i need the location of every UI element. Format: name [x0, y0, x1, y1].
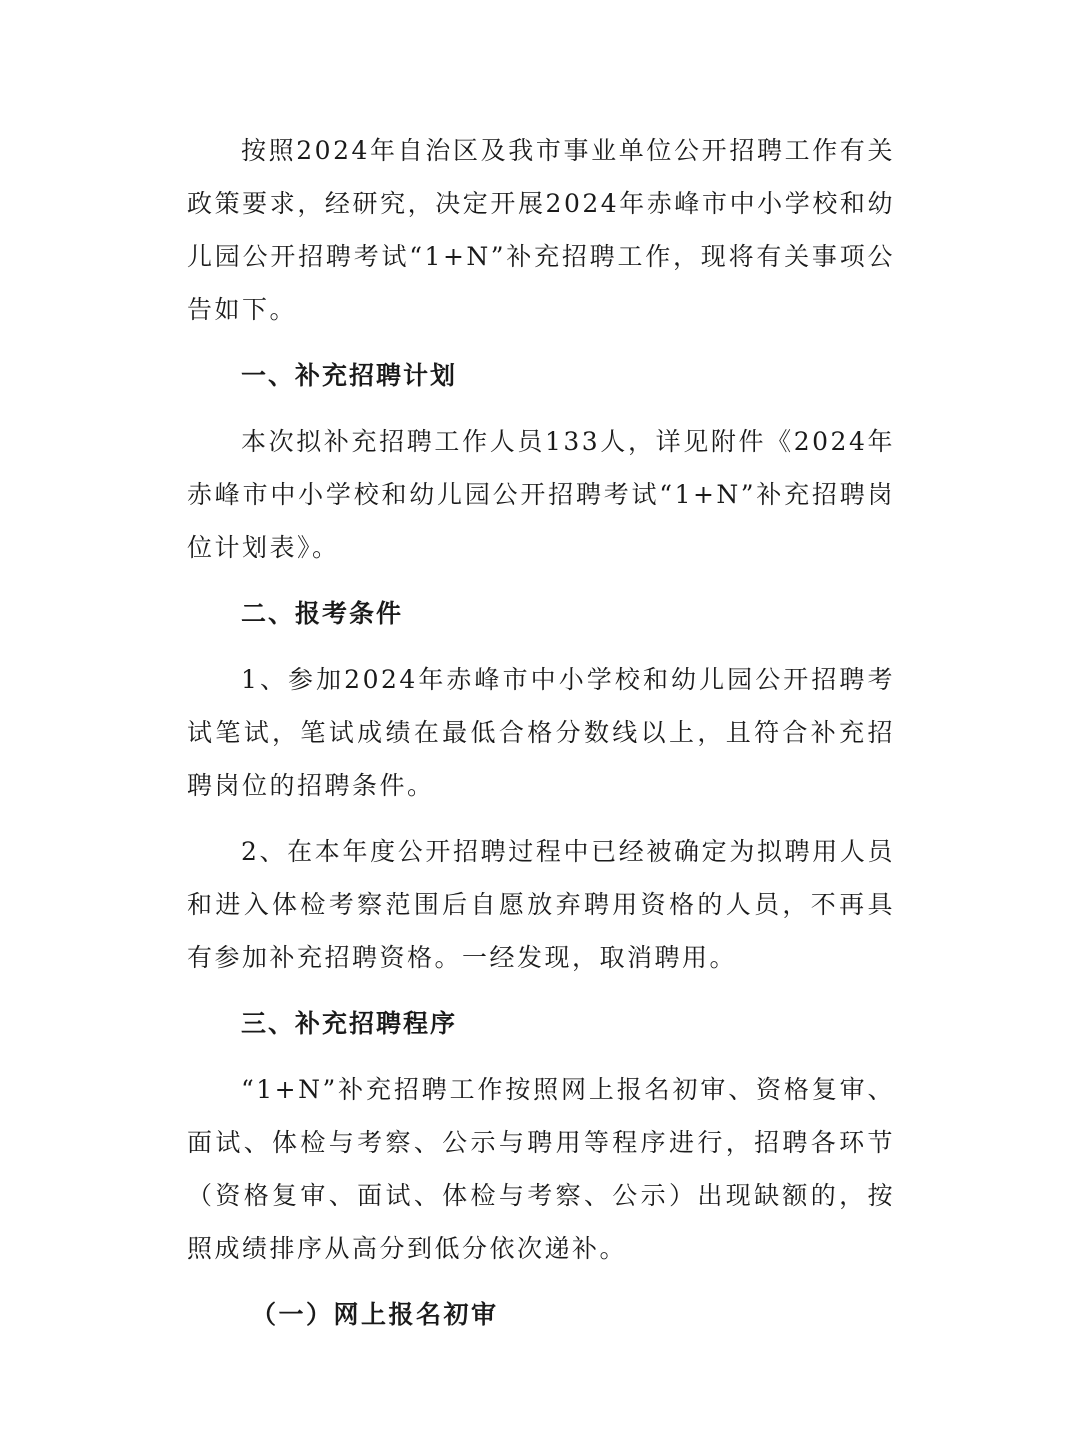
section-1-paragraph: 本次拟补充招聘工作人员133人，详见附件《2024年赤峰市中小学校和幼儿园公开招聘考试“1+N”补充招聘岗位计划表》。	[187, 427, 895, 562]
section-1-heading: 一、补充招聘计划	[241, 361, 458, 390]
section-2-heading: 二、报考条件	[241, 599, 404, 628]
section-3-subheading: （一）网上报名初审	[251, 1300, 499, 1329]
document-body	[187, 124, 895, 1341]
section-3-paragraph: “1+N”补充招聘工作按照网上报名初审、资格复审、面试、体检与考察、公示与聘用等程序进行，招聘各环节（资格复审、面试、体检与考察、公示）出现缺额的，按照成绩排序从高分到低分依次递补。	[187, 1075, 895, 1263]
section-2-item-1: 1、参加2024年赤峰市中小学校和幼儿园公开招聘考试笔试，笔试成绩在最低合格分数线以上，且符合补充招聘岗位的招聘条件。	[187, 665, 895, 800]
intro-paragraph: 按照2024年自治区及我市事业单位公开招聘工作有关政策要求，经研究，决定开展2024年赤峰市中小学校和幼儿园公开招聘考试“1+N”补充招聘工作，现将有关事项公告如下。	[187, 136, 895, 324]
section-2-item-2: 2、在本年度公开招聘过程中已经被确定为拟聘用人员和进入体检考察范围后自愿放弃聘用资格的人员，不再具有参加补充招聘资格。一经发现，取消聘用。	[187, 837, 895, 972]
section-3-heading: 三、补充招聘程序	[241, 1009, 458, 1038]
